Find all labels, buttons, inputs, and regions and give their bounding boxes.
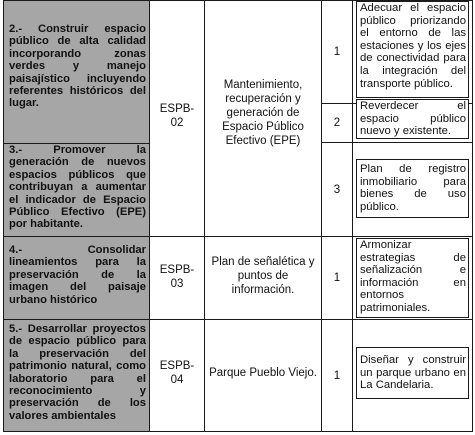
- activity-number: 1: [333, 369, 341, 382]
- activity-text: Reverdecer el espacio público nuevo y existente.: [356, 99, 469, 139]
- activity-number: 3: [333, 183, 341, 196]
- objective-cell: [3, 236, 150, 320]
- activity-number-cell: [321, 103, 353, 143]
- project-text: Plan de señalética y puntos de información.: [211, 256, 315, 296]
- objective-cell: [3, 0, 150, 144]
- objective-cell: [3, 143, 150, 237]
- activity-number-cell: [321, 236, 353, 320]
- activity-number: 1: [333, 46, 341, 58]
- code-text: ESPB-02: [159, 102, 195, 129]
- objective-text: 3.- Promover la generación de nuevos espacios públicos que contribuyan a aumentar el indicador de Espacio Público Efectivo (EPE) por habitante.: [9, 144, 146, 231]
- objective-cell: [3, 319, 150, 432]
- project-text: Parque Pueblo Viejo.: [209, 366, 317, 379]
- project-cell: [204, 319, 322, 432]
- activity-text: Plan de registro inmobiliario para bienes de uso público.: [356, 159, 469, 218]
- activity-number-cell: [321, 319, 353, 432]
- code-text: ESPB-04: [159, 359, 195, 386]
- project-cell: [204, 236, 322, 320]
- project-cell: [204, 0, 322, 237]
- activity-number-cell: [321, 0, 353, 104]
- activity-number: 2: [333, 117, 341, 129]
- code-cell: [149, 0, 205, 237]
- objective-text: 2.- Construir espacio público de alta calidad incorporando zonas verdes y manejo paisajístico incluyendo referentes históricos del lugar.: [9, 23, 146, 110]
- code-cell: [149, 319, 205, 432]
- code-text: ESPB-03: [159, 264, 195, 290]
- objective-text: 4.- Consolidar lineamientos para la preservación de la imagen del paisaje urbano histórico: [9, 244, 146, 306]
- activity-text: Armonizar estrategias de señalización e información en entornos patrimoniales.: [356, 238, 469, 318]
- activity-number-cell: [321, 142, 353, 237]
- objective-text: 5.- Desarrollar proyectos de espacio público para la preservación del patrimonio natural, como laboratorio para el reconocimiento y preservación de los valores ambientales: [9, 323, 146, 422]
- activity-text: Diseñar y construir un parque urbano en La Candelaria.: [356, 347, 469, 399]
- activity-text: Adecuar el espacio público priorizando el entorno de las estaciones y los ejes de conectividad para la integración del transporte público.: [356, 1, 469, 98]
- activity-number: 1: [333, 272, 341, 284]
- code-cell: [149, 236, 205, 320]
- project-text: Mantenimiento, recuperación y generación de Espacio Público Efectivo (EPE): [222, 78, 304, 147]
